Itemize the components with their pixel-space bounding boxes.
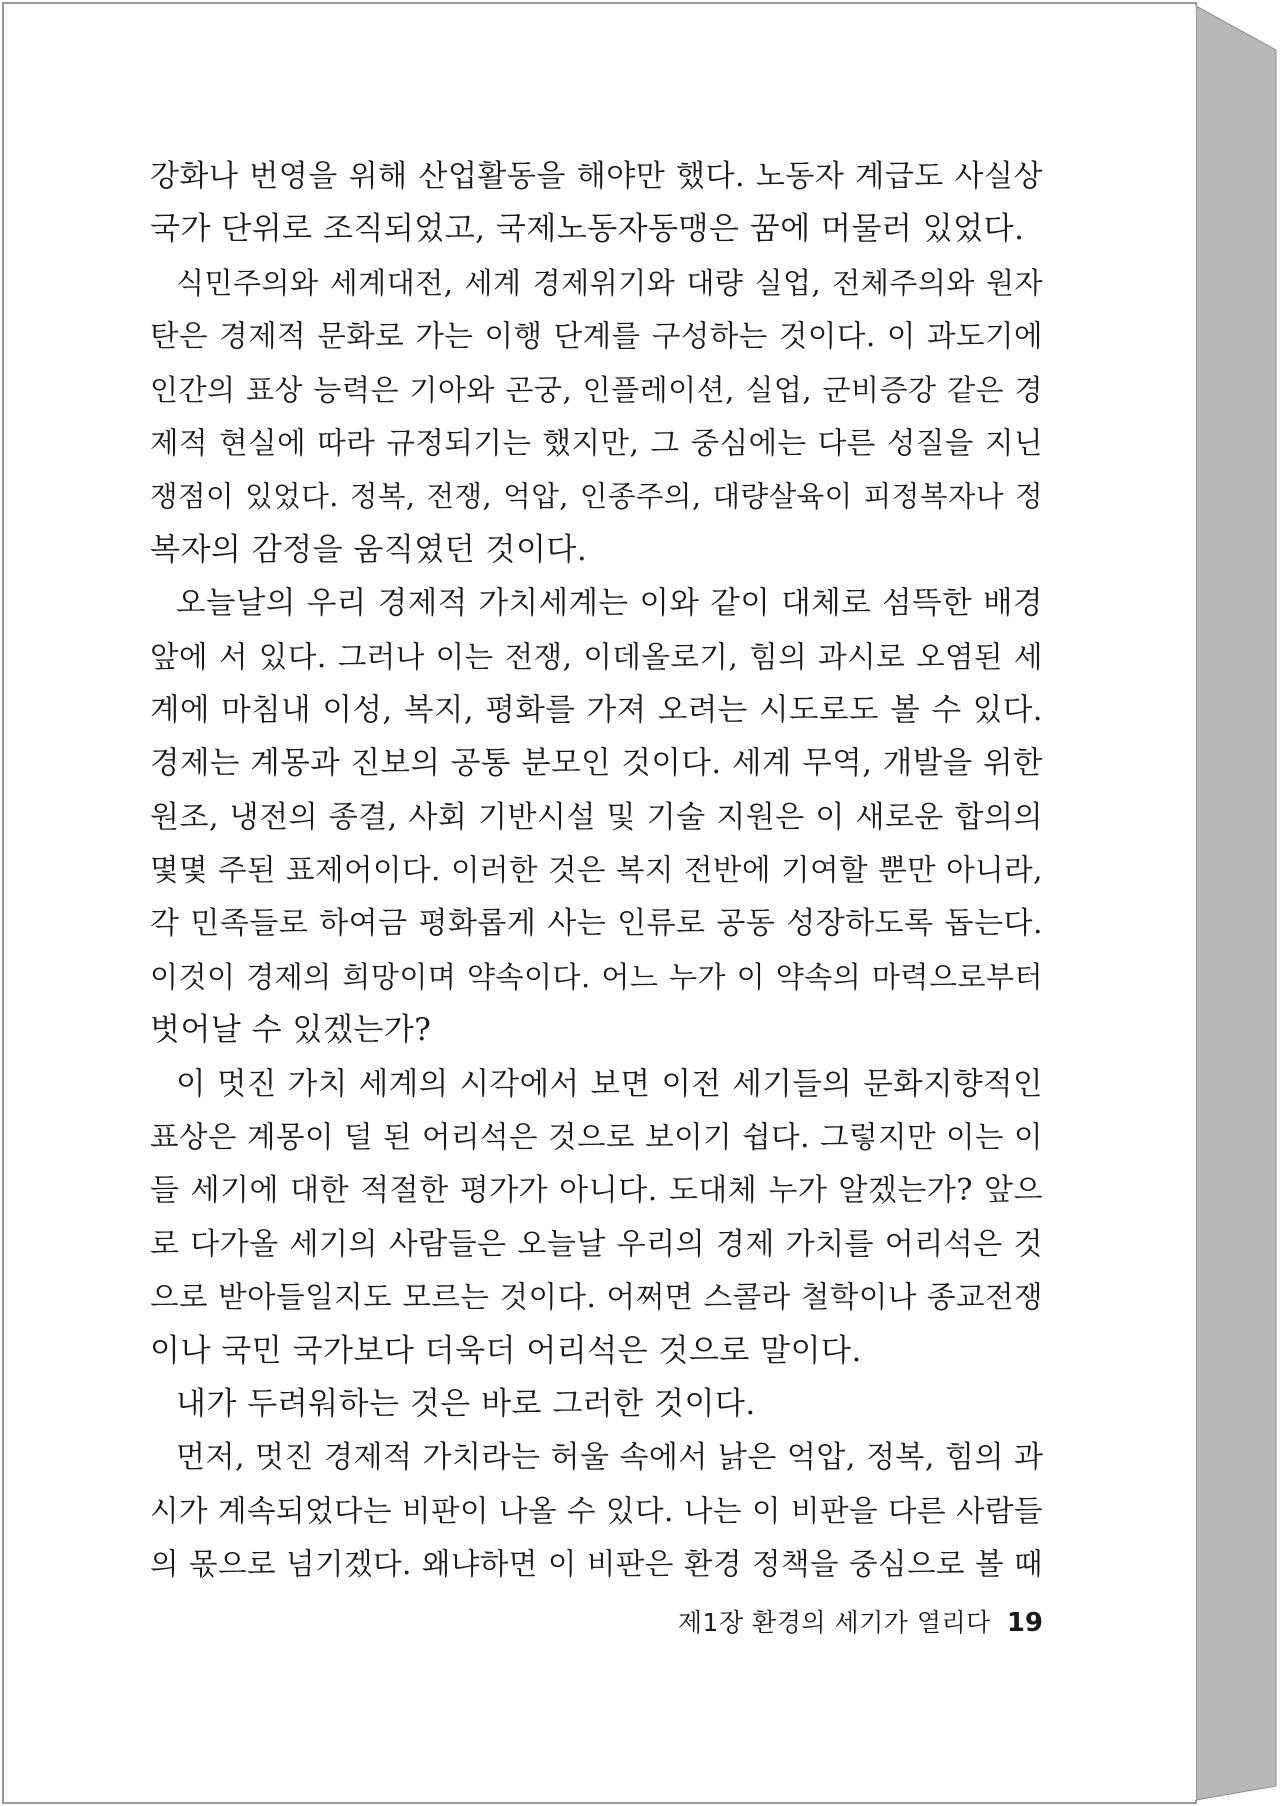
text-line: 원조, 냉전의 종결, 사회 기반시설 및 기술 지원은 이 새로운 합의의 <box>150 799 1043 835</box>
text-line: 몇몇 주된 표제어이다. 이러한 것은 복지 전반에 기여할 뿐만 아니라, <box>150 853 1043 888</box>
text-line: 국가 단위로 조직되었고, 국제노동자동맹은 꿈에 머물러 있었다. <box>150 211 1025 248</box>
text-line: 이나 국민 국가보다 더욱더 어리석은 것으로 말이다. <box>150 1332 862 1369</box>
text-line: 앞에 서 있다. 그러나 이는 전쟁, 이데올로기, 힘의 과시로 오염된 세 <box>150 639 1043 674</box>
page-footer <box>150 1603 1043 1639</box>
text-line: 들 세기에 대한 적절한 평가가 아니다. 도대체 누가 알겠는가? 앞으 <box>150 1173 1043 1209</box>
running-footer-chapter: 제1장 환경의 세기가 열리다 <box>677 1608 991 1637</box>
text-line: 경제는 계몽과 진보의 공통 분모인 것이다. 세계 무역, 개발을 위한 <box>150 746 1043 782</box>
text-line: 강화나 번영을 위해 산업활동을 해야만 했다. 노동자 계급도 사실상 <box>150 159 1043 194</box>
text-line: 시가 계속되었다는 비판이 나올 수 있다. 나는 이 비판을 다른 사람들 <box>150 1493 1043 1528</box>
text-line: 복자의 감정을 움직였던 것이다. <box>150 531 588 568</box>
text-line: 로 다가올 세기의 사람들은 오늘날 우리의 경제 가치를 어리석은 것 <box>150 1226 1043 1262</box>
text-line: 벗어날 수 있겠는가? <box>150 1012 432 1049</box>
text-line: 표상은 계몽이 덜 된 어리석은 것으로 보이기 쉽다. 그렇지만 이는 이 <box>150 1120 1043 1155</box>
text-line: 오늘날의 우리 경제적 가치세계는 이와 같이 대체로 섬뜩한 배경 <box>176 586 1043 622</box>
book-spine-side <box>1196 6 1276 1800</box>
text-line: 이것이 경제의 희망이며 약속이다. 어느 누가 이 약속의 마력으로부터 <box>150 959 1043 994</box>
text-line: 이 멋진 가치 세계의 시각에서 보면 이전 세기들의 문화지향적인 <box>176 1066 1043 1102</box>
text-line: 의 몫으로 넘기겠다. 왜냐하면 이 비판은 환경 정책을 중심으로 볼 때 <box>150 1547 1043 1582</box>
text-line: 내가 두려워하는 것은 바로 그러한 것이다. <box>176 1385 756 1422</box>
text-line: 먼저, 멋진 경제적 가치라는 허울 속에서 낡은 억압, 정복, 힘의 과 <box>176 1440 1044 1476</box>
text-line: 쟁점이 있었다. 정복, 전쟁, 억압, 인종주의, 대량살육이 피정복자나 정 <box>150 480 1043 514</box>
text-line: 각 민족들로 하여금 평화롭게 사는 인류로 공동 성장하도록 돕는다. <box>150 906 1043 942</box>
text-line: 제적 현실에 따라 규정되기는 했지만, 그 중심에는 다른 성질을 지닌 <box>150 425 1043 460</box>
page-number: 19 <box>1006 1608 1043 1638</box>
text-line: 탄은 경제적 문화로 가는 이행 단계를 구성하는 것이다. 이 과도기에 <box>150 319 1043 354</box>
text-line: 으로 받아들일지도 모르는 것이다. 어쩌면 스콜라 철학이나 종교전쟁 <box>150 1280 1043 1315</box>
text-line: 식민주의와 세계대전, 세계 경제위기와 대량 실업, 전체주의와 원자 <box>176 265 1043 300</box>
text-line: 인간의 표상 능력은 기아와 곤궁, 인플레이션, 실업, 군비증강 같은 경 <box>150 372 1043 407</box>
page-body-text <box>150 150 1043 1592</box>
text-line: 계에 마침내 이성, 복지, 평화를 가져 오려는 시도로도 볼 수 있다. <box>150 692 1043 728</box>
